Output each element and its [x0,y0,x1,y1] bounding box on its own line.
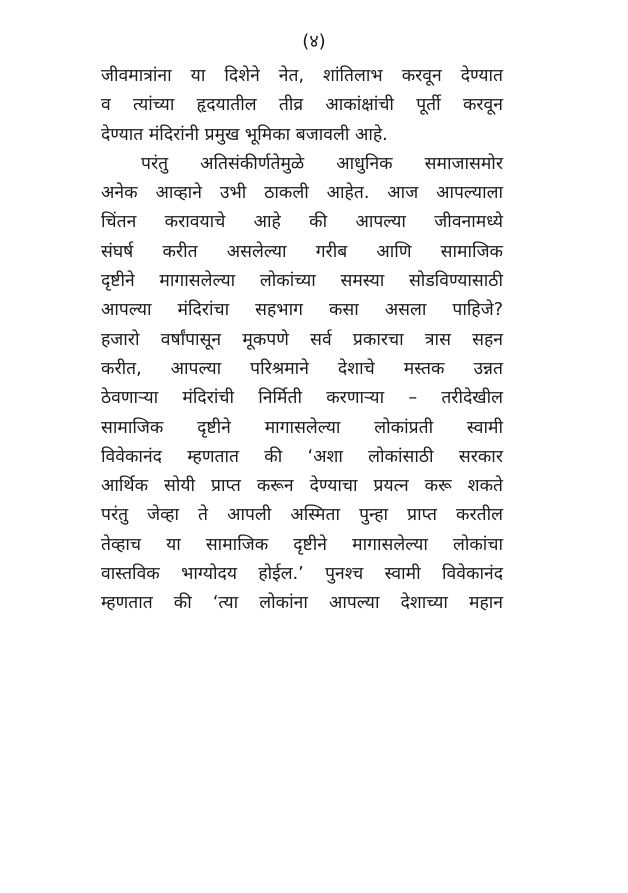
text-line: आपल्या मंदिरांचा सहभाग कसा असला पाहिजे? [101,300,503,321]
text-line: व त्यांच्या हृदयातील तीव्र आकांक्षांची पूर्ती करवून [101,95,503,116]
body-text [101,62,503,619]
text-line: करीत, आपल्या परिश्रमाने देशाचे मस्तक उन्नत [101,358,503,379]
paragraph-1 [101,62,503,150]
text-line: अनेक आव्हाने उभी ठाकली आहेत. आज आपल्याला [101,183,503,204]
text-line: ठेवणाऱ्या मंदिरांची निर्मिती करणाऱ्या – तरीदेखील [101,388,503,409]
text-line: परंतु जेव्हा ते आपली अस्मिता पुन्हा प्राप्त करतील [101,505,503,526]
text-line: आर्थिक सोयी प्राप्त करून देण्याचा प्रयत्न करू शकते [101,476,503,497]
text-line: परंतु अतिसंकीर्णतेमुळे आधुनिक समाजासमोर [141,153,503,174]
paragraph-2 [101,150,503,619]
text-line: तेव्हाच या सामाजिक दृष्टीने मागासलेल्या लोकांचा [101,534,503,555]
text-line: म्हणतात की ‘त्या लोकांना आपल्या देशाच्या महान [101,593,503,614]
text-line: दृष्टीने मागासलेल्या लोकांच्या समस्या सोडविण्यासाठी [101,271,503,292]
page-number: (४) [302,31,326,52]
text-line: देण्यात मंदिरांनी प्रमुख भूमिका बजावली आहे. [101,124,388,145]
text-line: चिंतन करावयाचे आहे की आपल्या जीवनामध्ये [101,212,503,233]
text-line: सामाजिक दृष्टीने मागासलेल्या लोकांप्रती स्वामी [101,417,503,438]
text-line: जीवमात्रांना या दिशेने नेत, शांतिलाभ करवून देण्यात [101,66,503,86]
text-line: वास्तविक भाग्योदय होईल.’ पुनश्च स्वामी विवेकानंद [101,564,503,585]
text-line: हजारो वर्षांपासून मूकपणे सर्व प्रकारचा त्रास सहन [101,329,503,350]
text-line: विवेकानंद म्हणतात की ‘अशा लोकांसाठी सरकार [101,446,503,467]
text-line: संघर्ष करीत असलेल्या गरीब आणि सामाजिक [101,241,503,262]
